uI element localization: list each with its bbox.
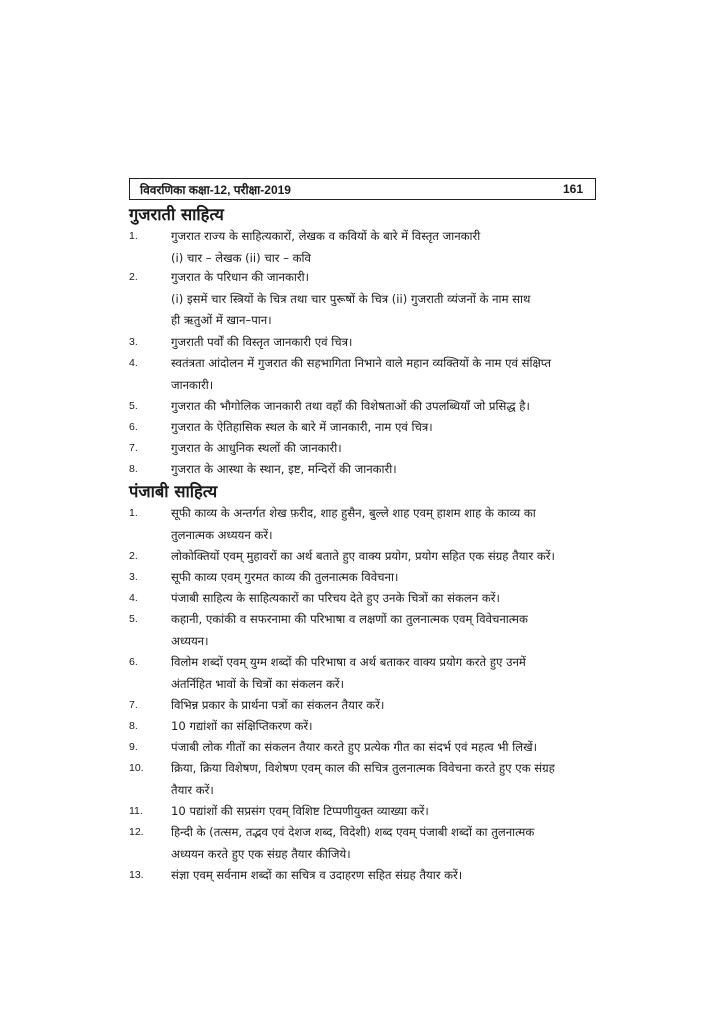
list-item xyxy=(129,332,599,354)
item-number: 13. xyxy=(129,869,144,881)
item-text: 10 पद्यांशों की सप्रसंग एवम् विशिष्ट टिप्पणीयुक्त व्याख्या करें। xyxy=(171,804,429,818)
item-number: 9. xyxy=(129,741,138,753)
item-number: 4. xyxy=(129,592,138,604)
list-item xyxy=(129,503,599,546)
item-number: 12. xyxy=(129,826,144,838)
item-number: 7. xyxy=(129,699,138,711)
list-item xyxy=(129,758,599,801)
item-text: गुजरात की भौगोलिक जानकारी तथा वहाँ की विशेषताओं की उपलब्धियाँ जो प्रसिद्ध है। xyxy=(171,399,530,413)
section-heading-gujarati: गुजराती साहित्य xyxy=(129,205,224,224)
item-text: सूफी काव्य के अन्तर्गत शेख फ़रीद, शाह हुसैन, बुल्ले शाह एवम् हाशम शाह के काव्य का तुलनात्मक अध्ययन करें। xyxy=(171,506,536,542)
item-text: क्रिया, क्रिया विशेषण, विशेषण एवम् काल की सचित्र तुलनात्मक विवेचना करते हुए एक संग्रह तैयार करें। xyxy=(171,761,555,797)
list-item xyxy=(129,737,599,759)
page-number: 161 xyxy=(562,182,583,196)
list-item xyxy=(129,822,599,865)
list-item xyxy=(129,546,599,568)
item-number: 1. xyxy=(129,507,138,519)
page-header xyxy=(129,178,596,200)
item-number: 10. xyxy=(129,762,144,774)
list-item xyxy=(129,396,599,418)
item-text: पंजाबी साहित्य के साहित्यकारों का परिचय देते हुए उनके चित्रों का संकलन करें। xyxy=(171,591,500,605)
item-number: 4. xyxy=(129,357,138,369)
list-item xyxy=(129,801,599,823)
item-number: 11. xyxy=(129,805,143,817)
item-text: गुजरात के परिधान की जानकारी। (i) इसमें चार स्त्रियों के चित्र तथा चार पुरूषों के चित्र (ii) गुजराती व्यंजनों के नाम साथ ही ऋतुओं में खान–पान। xyxy=(171,270,531,327)
list-item xyxy=(129,438,599,460)
item-text: स्वतंत्रता आंदोलन में गुजरात की सहभागिता निभाने वाले महान व्यक्तियों के नाम एवं संक्षिप्त जानकारी। xyxy=(171,356,551,392)
item-number: 6. xyxy=(129,421,138,433)
list-item xyxy=(129,226,599,269)
list-item xyxy=(129,588,599,610)
item-number: 8. xyxy=(129,463,138,475)
item-number: 3. xyxy=(129,336,138,348)
list-item xyxy=(129,865,599,887)
item-number: 8. xyxy=(129,720,138,732)
item-text: गुजरात के आधुनिक स्थलों की जानकारी। xyxy=(171,441,342,455)
item-number: 2. xyxy=(129,550,138,562)
item-number: 1. xyxy=(129,230,138,242)
list-item xyxy=(129,353,599,396)
item-text: गुजरात के आस्था के स्थान, इष्ट, मन्दिरों की जानकारी। xyxy=(171,462,397,476)
list-item xyxy=(129,716,599,738)
list-item xyxy=(129,609,599,652)
item-number: 2. xyxy=(129,271,138,283)
item-number: 3. xyxy=(129,571,138,583)
item-text: 10 गद्यांशों का संक्षिप्तिकरण करें। xyxy=(171,719,313,733)
item-text: गुजराती पर्वों की विस्तृत जानकारी एवं चित्र। xyxy=(171,335,353,349)
item-number: 5. xyxy=(129,400,138,412)
item-text: विभिन्न प्रकार के प्रार्थना पत्रों का संकलन तैयार करें। xyxy=(171,698,385,712)
item-text: पंजाबी लोक गीतों का संकलन तैयार करते हुए प्रत्येक गीत का संदर्भ एवं महत्व भी लिखें। xyxy=(171,740,537,754)
list-item xyxy=(129,267,599,332)
item-text: विलोम शब्दों एवम् युग्म शब्दों की परिभाषा व अर्थ बताकर वाक्य प्रयोग करते हुए उनमें अंतर्निहित भावों के चित्रों का संकलन करें। xyxy=(171,655,526,691)
item-text: कहानी, एकांकी व सफरनामा की परिभाषा व लक्षणों का तुलनात्मक एवम् विवेचनात्मक अध्ययन। xyxy=(171,612,528,648)
list-item xyxy=(129,695,599,717)
list-item xyxy=(129,459,599,481)
item-number: 6. xyxy=(129,656,138,668)
list-item xyxy=(129,567,599,589)
list-item xyxy=(129,417,599,439)
section-heading-punjabi: पंजाबी साहित्य xyxy=(129,482,218,501)
item-text: हिन्दी के (तत्सम, तद्भव एवं देशज शब्द, विदेशी) शब्द एवम् पंजाबी शब्दों का तुलनात्मक अध्ययन करते हुए एक संग्रह तैयार कीजिये। xyxy=(171,825,535,861)
item-number: 5. xyxy=(129,613,138,625)
item-text: गुजरात राज्य के साहित्यकारों, लेखक व कवियों के बारे में विस्तृत जानकारी (i) चार – लेखक (ii) चार – कवि xyxy=(171,229,481,265)
header-title: विवरणिका कक्षा-12, परीक्षा-2019 xyxy=(140,182,291,197)
item-text: गुजरात के ऐतिहासिक स्थल के बारे में जानकारी, नाम एवं चित्र। xyxy=(171,420,433,434)
item-text: लोकोक्तियों एवम् मुहावरों का अर्थ बताते हुए वाक्य प्रयोग, प्रयोग सहित एक संग्रह तैयार करें। xyxy=(171,549,555,563)
item-text: संज्ञा एवम् सर्वनाम शब्दों का सचित्र व उदाहरण सहित संग्रह तैयार करें। xyxy=(171,868,463,882)
list-item xyxy=(129,652,599,695)
item-text: सूफी काव्य एवम् गुरमत काव्य की तुलनात्मक विवेचना। xyxy=(171,570,399,584)
item-number: 7. xyxy=(129,442,138,454)
